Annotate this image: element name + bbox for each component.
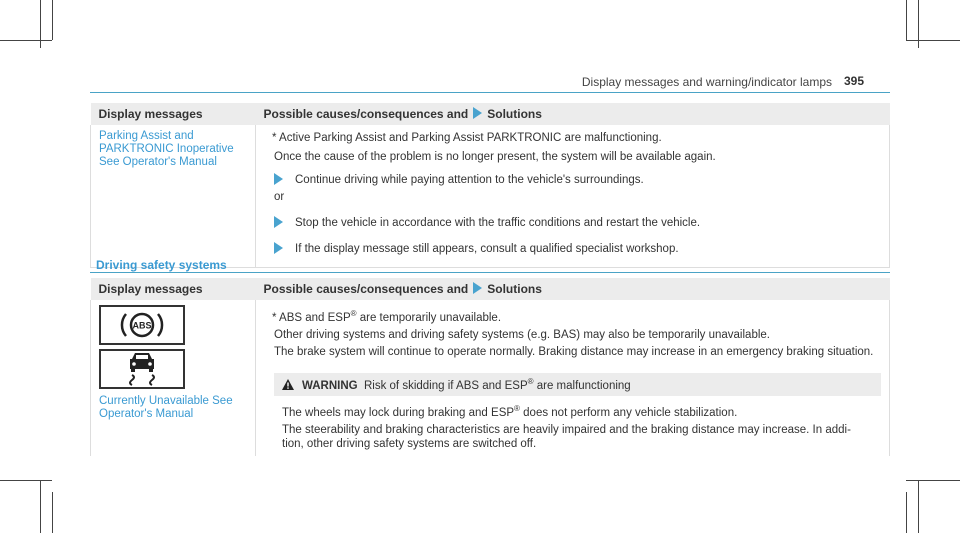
display-messages-table-parking (90, 103, 890, 268)
solution-step-text: Continue driving while paying attention to the vehicle's surroundings. (295, 174, 644, 186)
solution-step-text: If the display message still appears, consult a qualified specialist workshop. (295, 243, 679, 255)
crop-mark (906, 480, 960, 481)
warning-triangle-icon (282, 379, 294, 390)
crop-mark (52, 0, 53, 40)
message-cell (91, 300, 256, 456)
warning-text-a: The wheels may lock during braking and ESP (282, 406, 515, 419)
solution-step (264, 241, 881, 258)
cause-detail: Once the cause of the problem is no longer present, the system will be available again. (274, 151, 716, 163)
col-header-causes-text: Possible causes/consequences and (263, 282, 469, 296)
crop-mark (906, 40, 960, 41)
col-header-display-messages: Display messages (91, 103, 256, 125)
cause-detail: Other driving systems and driving safety systems (e.g. BAS) may also be temporarily unavailable. (274, 328, 770, 341)
causes-cell (256, 125, 890, 268)
section-heading: Driving safety systems (96, 258, 227, 272)
col-header-causes (256, 103, 890, 125)
cause-detail: The brake system will continue to operate normally. Braking distance may increase in an emergency braking situation. (274, 345, 874, 358)
col-header-solutions: Solutions (487, 282, 542, 296)
crop-mark (906, 492, 907, 533)
registered-mark: ® (350, 309, 357, 318)
warning-text: tion, other driving safety systems are switched off. (282, 438, 537, 451)
abs-warning-lamp-icon (99, 305, 185, 345)
warning-text (274, 402, 881, 420)
skidding-car-icon (122, 351, 162, 387)
display-message-line: Currently Unavailable See (99, 395, 233, 407)
esp-skid-lamp-icon (99, 349, 185, 389)
solution-step-text: Stop the vehicle in accordance with the traffic conditions and restart the vehicle. (295, 217, 701, 229)
display-message-line: Parking Assist and (99, 130, 194, 142)
warning-text: The steerability and braking characteristics are heavily impaired and the braking distance may increase. In addi- (282, 424, 851, 437)
abs-icon-text: ABS (132, 320, 152, 331)
arrow-right-icon (274, 242, 283, 254)
message-cell (91, 125, 256, 268)
running-header: Display messages and warning/indicator lamps (581, 75, 832, 89)
causes-cell (256, 300, 890, 456)
section-rule (90, 272, 890, 273)
or-text: or (274, 191, 285, 203)
page-number: 395 (843, 74, 864, 88)
abs-icon (117, 308, 167, 342)
display-message-line: See Operator's Manual (99, 156, 217, 168)
cause-text-b: are temporarily unavailable. (356, 311, 502, 324)
cause-text-a: * ABS and ESP (272, 311, 351, 324)
arrow-right-icon (473, 107, 482, 119)
crop-mark (0, 40, 52, 41)
display-messages-table-abs (90, 278, 890, 456)
warning-box (274, 373, 881, 452)
solution-step (264, 172, 881, 189)
display-message-line: PARKTRONIC Inoperative (99, 143, 234, 155)
warning-title-a: Risk of skidding if ABS and ESP (363, 379, 528, 392)
warning-title-b: are malfunctioning (533, 379, 631, 392)
cause-text (264, 305, 881, 327)
cause-text: * Active Parking Assist and Parking Assist PARKTRONIC are malfunctioning. (272, 132, 662, 144)
solution-step (264, 215, 881, 232)
arrow-right-icon (473, 282, 482, 294)
header-rule (90, 92, 890, 93)
warning-header (274, 373, 881, 396)
crop-mark (918, 480, 919, 533)
registered-mark: ® (514, 403, 520, 413)
warning-label: WARNING (302, 379, 358, 392)
col-header-solutions: Solutions (487, 107, 542, 121)
warning-text-b: does not perform any vehicle stabilization. (519, 406, 738, 419)
col-header-causes (256, 278, 890, 300)
crop-mark (0, 480, 52, 481)
col-header-causes-text: Possible causes/consequences and (263, 107, 469, 121)
crop-mark (40, 480, 41, 533)
arrow-right-icon (274, 173, 283, 185)
crop-mark (52, 492, 53, 533)
arrow-right-icon (274, 216, 283, 228)
crop-mark (906, 0, 907, 40)
registered-mark: ® (527, 376, 534, 386)
col-header-display-messages: Display messages (91, 278, 256, 300)
display-message-line: Operator's Manual (99, 408, 194, 420)
